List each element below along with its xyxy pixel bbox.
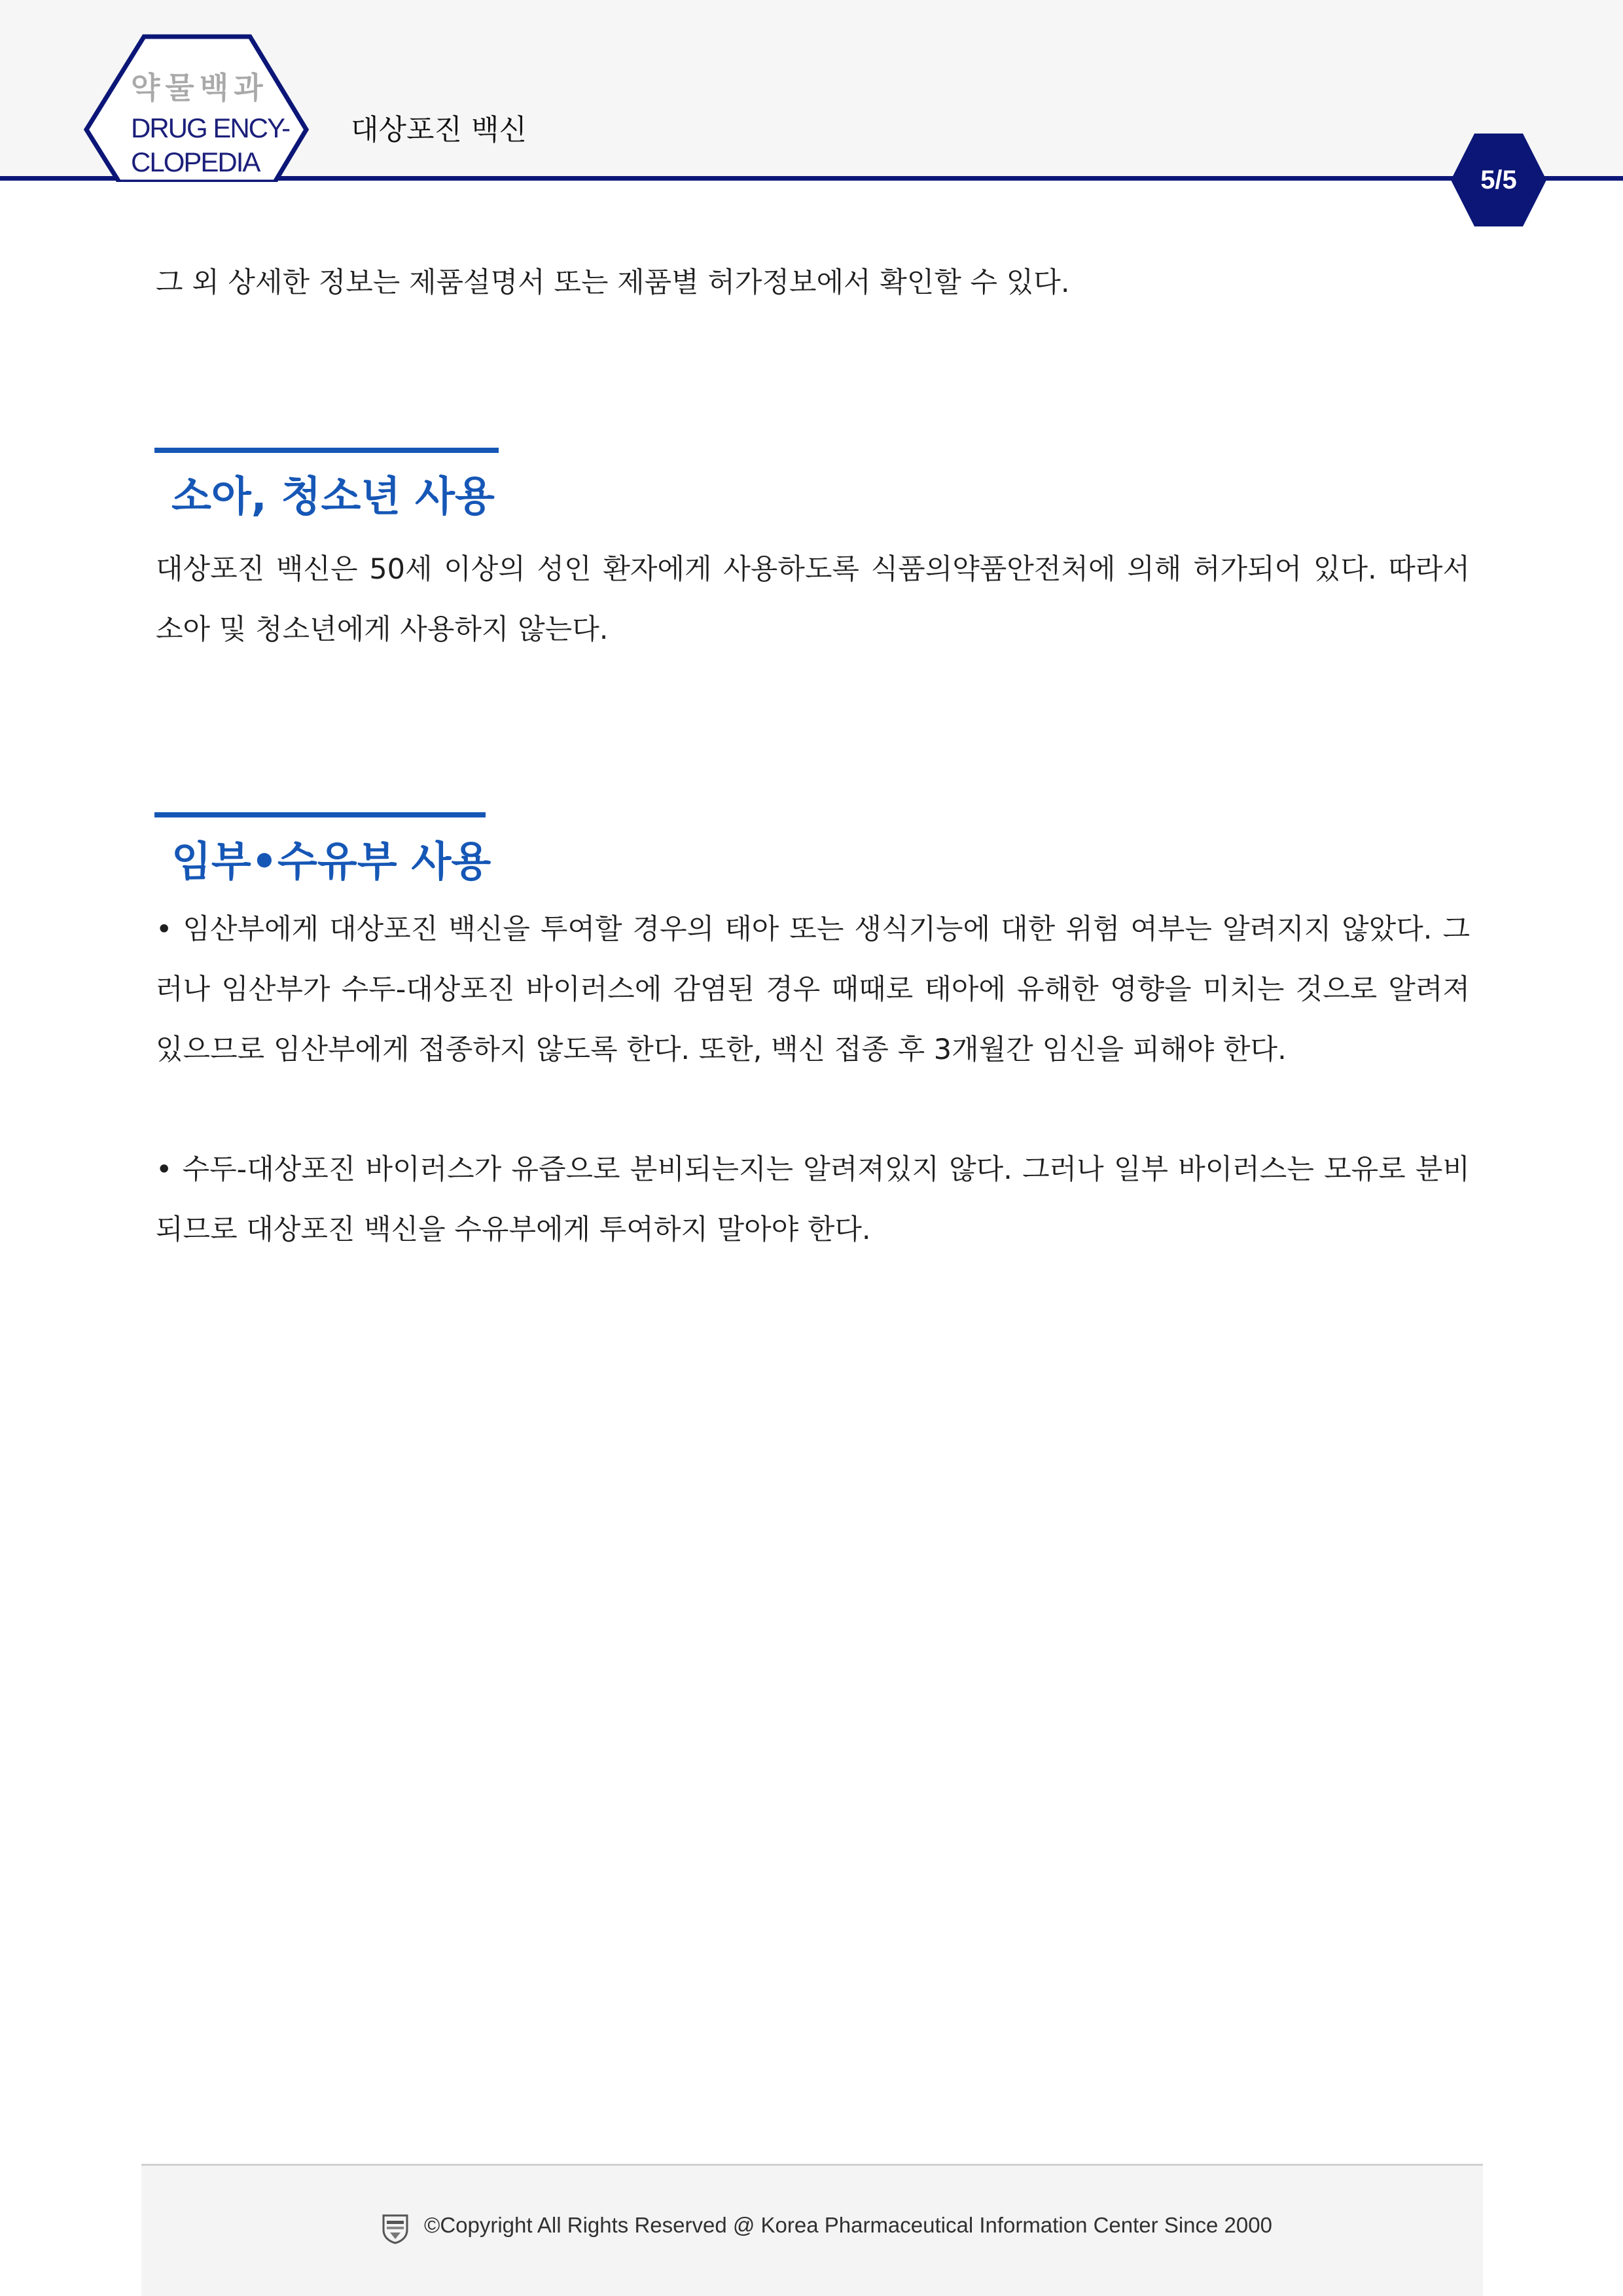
logo-korean-text: 약물백과	[131, 70, 268, 105]
shield-emblem-icon	[381, 2213, 410, 2244]
section-title-pediatric: 소아, 청소년 사용	[171, 473, 495, 520]
bullet-paragraph-pregnancy: • 임산부에게 대상포진 백신을 투여할 경우의 태아 또는 생식기능에 대한 위험 여부는 알려지지 않았다. 그러나 임산부가 수두-대상포진 바이러스에 감염된 경우 때때로 태아에 유해한 영향을 미치는 것으로 알려져 있으므로 임산부에게 접종하지 않도록 한다. 또한, 백신 접종 후 3개월간 임신을 피해야 한다.	[156, 913, 1470, 1066]
logo-english-text: DRUG ENCY- CLOPEDIA	[131, 113, 290, 177]
bullet-paragraph-lactation: • 수두-대상포진 바이러스가 유즙으로 분비되는지는 알려져있지 않다. 그러나 일부 바이러스는 모유로 분비되므로 대상포진 백신을 수유부에게 투여하지 말아야 한다.	[156, 1153, 1470, 1246]
section-underline-bar	[154, 448, 499, 453]
section-title-pregnancy: 임부•수유부 사용	[171, 838, 491, 886]
document-title: 대상포진 백신	[351, 113, 527, 147]
section-paragraph-pediatric: 대상포진 백신은 50세 이상의 성인 환자에게 사용하도록 식품의약품안전처에 의해 허가되어 있다. 따라서 소아 및 청소년에게 사용하지 않는다.	[156, 553, 1470, 646]
section-underline-bar	[154, 812, 486, 817]
copyright-text: ©Copyright All Rights Reserved @ Korea Pharmaceutical Information Center Since 2000	[424, 2213, 1272, 2237]
intro-paragraph: 그 외 상세한 정보는 제품설명서 또는 제품별 허가정보에서 확인할 수 있다.	[156, 266, 1070, 299]
page-indicator: 5/5	[1480, 165, 1517, 194]
